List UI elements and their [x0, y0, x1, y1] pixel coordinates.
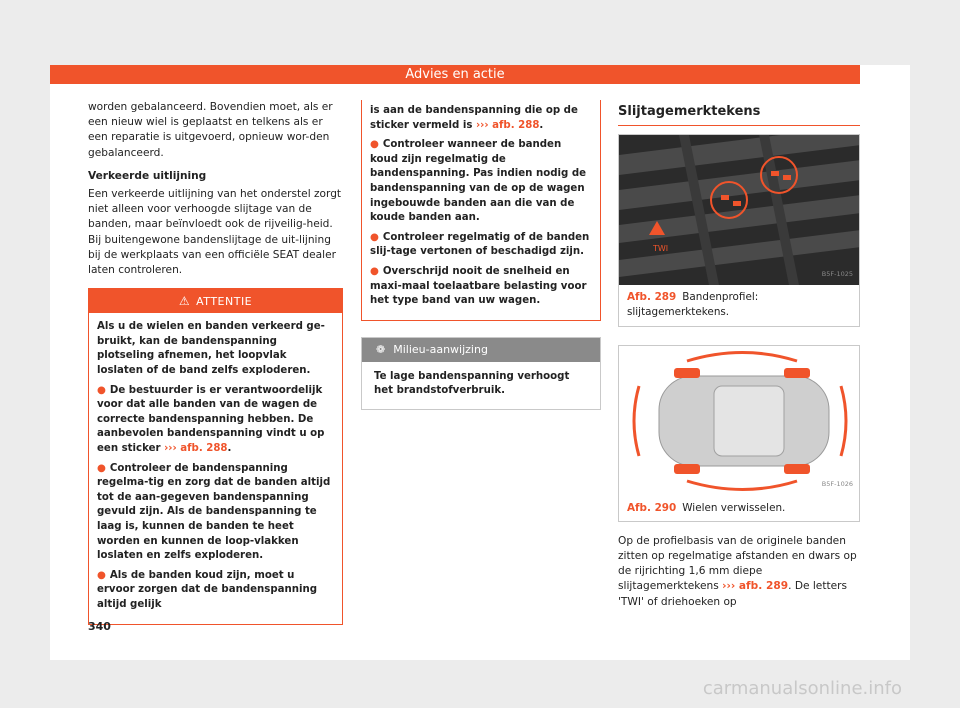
bullet-icon: ●: [97, 384, 106, 396]
environment-note-header: ❁ Milieu-aanwijzing: [362, 338, 600, 362]
column-3: [618, 100, 860, 616]
figure-ref-link[interactable]: ››› afb. 288: [164, 442, 228, 454]
wheel-rotation-illustration: [619, 346, 859, 496]
environment-note-text: Te lage bandenspanning verhoogt het brandstofverbruik.: [374, 370, 570, 397]
figure-code: B5F-1026: [821, 480, 853, 489]
figure-289-caption: [619, 285, 859, 325]
column-1: [88, 100, 343, 625]
tire-tread-illustration: [619, 135, 859, 285]
column-2: [361, 100, 601, 410]
wear-indicator-text: Op de profielbasis van de originele banden zitten op regelmatige afstanden en dwars op de rijrichting 1,6 mm diepe slijtagemerktekens ››› afb. 289. De letters 'TWI' of driehoeken op: [618, 534, 857, 608]
alignment-text: Een verkeerde uitlijning van het onderstel zorgt niet alleen voor verhoogde slijtage van de banden, maar beïnvloedt ook de rijveilig-heid. Bij buitengewone bandenslijtage de uit-lijning bij de werkplaats van een officiële SEAT dealer laten controleren.: [88, 188, 342, 277]
figure-289: [618, 134, 860, 326]
figure-caption-text: Wielen verwisselen.: [682, 501, 786, 514]
bullet-icon: ●: [370, 231, 379, 243]
section-title-wear-indicators: Slijtagemerktekens: [618, 104, 860, 126]
figure-ref-link[interactable]: ››› afb. 289: [722, 580, 789, 593]
figure-caption-text: Bandenprofiel: slijtagemerktekens.: [627, 291, 759, 319]
section-header: Advies en actie: [50, 65, 860, 84]
warning-bullet-4: ● Controleer wanneer de banden koud zijn regelmatig de bandenspanning. Pas indien nodig de bandenspanning van de op de wagen ingebouwde banden aan die van de koude banden aan.: [370, 139, 587, 224]
warning-box: [88, 288, 343, 624]
environment-note-box: [361, 337, 601, 410]
figure-number: Afb. 289: [627, 291, 677, 304]
warning-triangle-icon: ⚠: [178, 294, 191, 309]
warning-continued-text: is aan de bandenspanning die op de sticker vermeld is ››› afb. 288.: [370, 105, 578, 131]
figure-290-caption: [619, 496, 859, 521]
warning-bullet-1: ● De bestuurder is er verantwoordelijk voor dat alle banden van de wagen de correcte bandenspanning hebben. De aanbevolen bandenspanning vindt u op een sticker ››› afb. 288.: [97, 384, 325, 454]
page-number: 340: [88, 620, 111, 633]
warning-bullet-5: ● Controleer regelmatig of de banden slij-tage vertonen of beschadigd zijn.: [370, 231, 590, 258]
warning-bullet-2: ● Controleer de bandenspanning regelma-tig en zorg dat de banden altijd tot de aan-gegeven bandenspanning gevuld zijn. Als de bandenspanning te laag is, kunnen de banden te heet worden en kunnen de loop-vlakken loslaten en zelfs exploderen.: [97, 462, 331, 562]
tire-tread-image: [619, 135, 859, 285]
warning-title: ATTENTIE: [196, 295, 253, 309]
bullet-icon: ●: [97, 569, 106, 581]
bullet-icon: ●: [370, 265, 379, 277]
warning-bullet-6: ● Overschrijd nooit de snelheid en maxi-maal toelaatbare belasting voor het type band van uw wagen.: [370, 265, 587, 307]
subheading-alignment: Verkeerde uitlijning: [88, 169, 207, 182]
warning-header: [89, 289, 342, 313]
wheel-rotation-image: [619, 346, 859, 496]
figure-290: [618, 345, 860, 522]
warning-continued: [361, 100, 601, 321]
warning-intro: Als u de wielen en banden verkeerd ge-bruikt, kan de bandenspanning plotseling afnemen, het loopvlak loslaten of de band zelfs exploderen.: [97, 321, 325, 377]
warning-body: [89, 313, 342, 623]
warning-bullet-3: ● Als de banden koud zijn, moet u ervoor zorgen dat de bandenspanning altijd gelijk: [97, 569, 318, 610]
twi-label: TWI: [653, 244, 669, 254]
leaf-icon: ❁: [376, 342, 386, 356]
watermark: carmanualsonline.info: [702, 678, 902, 699]
intro-text: worden gebalanceerd. Bovendien moet, als er een nieuw wiel is geplaatst en telkens als er een reparatie is uitgevoerd, opnieuw wor-den gebalanceerd.: [88, 101, 333, 159]
figure-ref-link[interactable]: ››› afb. 288: [475, 119, 540, 131]
bullet-icon: ●: [370, 139, 379, 151]
bullet-icon: ●: [97, 462, 106, 474]
figure-code: B5F-1025: [821, 270, 853, 278]
figure-number: Afb. 290: [627, 501, 677, 514]
